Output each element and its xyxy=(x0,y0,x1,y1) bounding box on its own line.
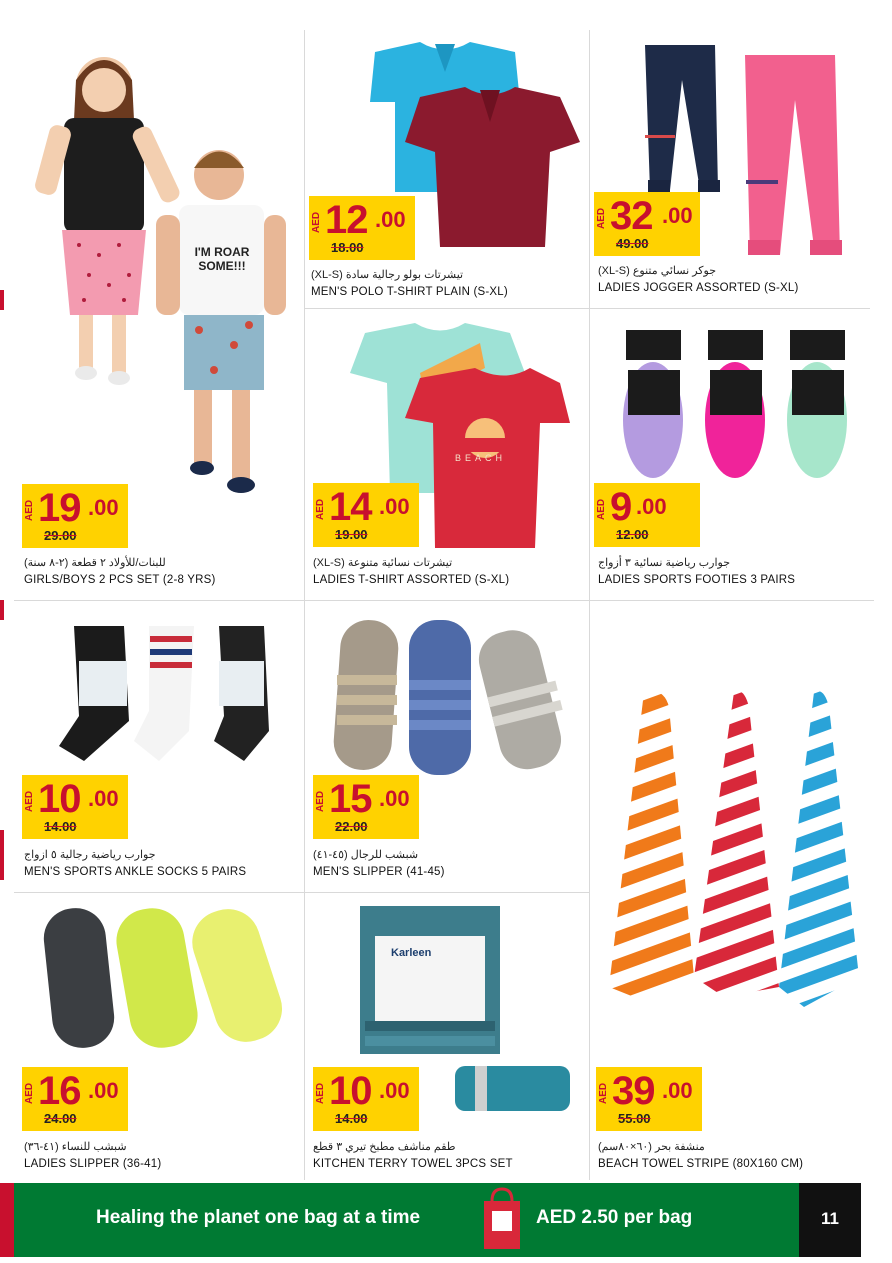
price-tag xyxy=(313,1067,419,1131)
price-currency: AED xyxy=(24,1082,35,1104)
price-integer: 39 xyxy=(612,1069,655,1113)
product-name-arabic: تيشرتات نسائية متنوعة (XL-S) xyxy=(313,557,453,569)
old-price: 29.00 xyxy=(44,528,77,543)
towel-brand-label: Karleen xyxy=(391,947,432,959)
price-currency: AED xyxy=(311,211,322,233)
price-currency: AED xyxy=(24,499,35,521)
price-integer: 12 xyxy=(325,198,368,242)
price-currency: AED xyxy=(315,790,326,812)
price-tag xyxy=(22,775,128,839)
page-number: 11 xyxy=(821,1209,839,1228)
price-integer: 10 xyxy=(329,1069,372,1113)
product-name-english: MEN'S SLIPPER (41-45) xyxy=(313,866,445,878)
price-currency: AED xyxy=(598,1082,609,1104)
product-name-english: MEN'S SPORTS ANKLE SOCKS 5 PAIRS xyxy=(24,866,247,878)
price-tag xyxy=(594,192,700,256)
price-currency: AED xyxy=(24,790,35,812)
old-price: 22.00 xyxy=(335,819,368,834)
edge-fragment xyxy=(0,600,4,620)
price-decimal: .00 xyxy=(662,1078,693,1103)
price-integer: 16 xyxy=(38,1069,81,1113)
price-currency: AED xyxy=(315,498,326,520)
footer-slogan: Healing the planet one bag at a time xyxy=(96,1207,421,1228)
product-name-arabic: طقم مناشف مطبخ تيري ٣ قطع xyxy=(313,1141,456,1153)
product-name-english: KITCHEN TERRY TOWEL 3PCS SET xyxy=(313,1158,513,1170)
price-decimal: .00 xyxy=(379,786,410,811)
footer-bag-price: AED 2.50 per bag xyxy=(536,1207,693,1228)
kids-model-image xyxy=(34,40,294,530)
footer-red-strip xyxy=(0,1183,14,1257)
price-tag xyxy=(313,483,419,547)
product-name-english: LADIES T-SHIRT ASSORTED (S-XL) xyxy=(313,574,510,586)
kid-tshirt-print: I'M ROAR SOME!!! xyxy=(194,245,250,273)
ladies-slippers-image xyxy=(38,903,288,1053)
old-price: 14.00 xyxy=(335,1111,368,1126)
edge-fragment xyxy=(0,290,4,310)
product-name-english: LADIES SPORTS FOOTIES 3 PAIRS xyxy=(598,574,796,586)
price-decimal: .00 xyxy=(379,494,410,519)
price-tag xyxy=(596,1067,702,1131)
price-decimal: .00 xyxy=(88,786,119,811)
product-name-arabic: تيشرتات بولو رجالية سادة (XL-S) xyxy=(311,269,464,281)
product-name-arabic: جوارب رياضية رجالية ٥ ازواج xyxy=(24,849,156,861)
price-integer: 15 xyxy=(329,777,372,821)
product-card-beach-towel[interactable] xyxy=(590,601,872,1183)
product-name-english: MEN'S POLO T-SHIRT PLAIN (S-XL) xyxy=(311,286,508,298)
edge-fragment xyxy=(0,830,4,880)
price-decimal: .00 xyxy=(88,495,119,520)
price-integer: 32 xyxy=(610,194,653,238)
product-card-girls-boys-set[interactable] xyxy=(14,30,304,600)
product-card-mens-slipper[interactable] xyxy=(305,601,589,892)
price-integer: 9 xyxy=(610,485,632,529)
product-card-polo-tshirt[interactable] xyxy=(305,30,589,308)
footies-image xyxy=(616,325,856,485)
old-price: 12.00 xyxy=(616,527,649,542)
product-card-ladies-jogger[interactable] xyxy=(590,30,872,308)
mens-slippers-image xyxy=(329,615,569,775)
product-card-ladies-slipper[interactable] xyxy=(14,893,304,1183)
product-card-ladies-tshirt[interactable] xyxy=(305,309,589,600)
shopping-bag-icon xyxy=(480,1187,524,1253)
price-integer: 10 xyxy=(38,777,81,821)
old-price: 55.00 xyxy=(618,1111,651,1126)
product-name-arabic: شبشب للرجال (٤٥-٤١) xyxy=(313,849,419,861)
price-tag xyxy=(309,196,415,260)
price-tag xyxy=(22,484,128,548)
old-price: 18.00 xyxy=(331,240,364,255)
price-tag xyxy=(594,483,700,547)
beach-towels-image xyxy=(604,687,864,1007)
price-tag xyxy=(313,775,419,839)
product-name-english: BEACH TOWEL STRIPE (80X160 CM) xyxy=(598,1158,804,1170)
price-decimal: .00 xyxy=(662,203,693,228)
footer-banner xyxy=(14,1183,799,1257)
product-name-arabic: للبنات/للأولاد ٢ قطعة (٢-٨ سنة) xyxy=(24,557,166,569)
product-name-arabic: جوارب رياضية نسائية ٣ أزواج xyxy=(598,557,730,569)
price-tag xyxy=(22,1067,128,1131)
mens-socks-image xyxy=(54,621,284,766)
page-number-box xyxy=(799,1183,861,1257)
price-decimal: .00 xyxy=(375,207,406,232)
product-name-english: LADIES SLIPPER (36-41) xyxy=(24,1158,162,1170)
product-name-english: LADIES JOGGER ASSORTED (S-XL) xyxy=(598,282,799,294)
price-integer: 19 xyxy=(38,486,81,530)
price-currency: AED xyxy=(596,207,607,229)
product-card-mens-socks[interactable] xyxy=(14,601,304,892)
product-card-kitchen-towel[interactable] xyxy=(305,893,589,1183)
price-currency: AED xyxy=(596,498,607,520)
old-price: 24.00 xyxy=(44,1111,77,1126)
product-name-arabic: شبشب للنساء (٤١-٣٦) xyxy=(24,1141,127,1153)
price-currency: AED xyxy=(315,1082,326,1104)
price-decimal: .00 xyxy=(636,494,667,519)
product-name-english: GIRLS/BOYS 2 PCS SET (2-8 YRS) xyxy=(24,574,216,586)
beach-shirt-print: BEACH xyxy=(455,453,507,463)
product-name-arabic: منشفة بحر (٦٠×٨٠سم) xyxy=(598,1141,705,1153)
price-integer: 14 xyxy=(329,485,372,529)
product-card-ladies-footies[interactable] xyxy=(590,309,872,600)
price-decimal: .00 xyxy=(379,1078,410,1103)
old-price: 19.00 xyxy=(335,527,368,542)
old-price: 14.00 xyxy=(44,819,77,834)
product-name-arabic: جوكر نسائي متنوع (XL-S) xyxy=(598,265,716,277)
price-decimal: .00 xyxy=(88,1078,119,1103)
old-price: 49.00 xyxy=(616,236,649,251)
